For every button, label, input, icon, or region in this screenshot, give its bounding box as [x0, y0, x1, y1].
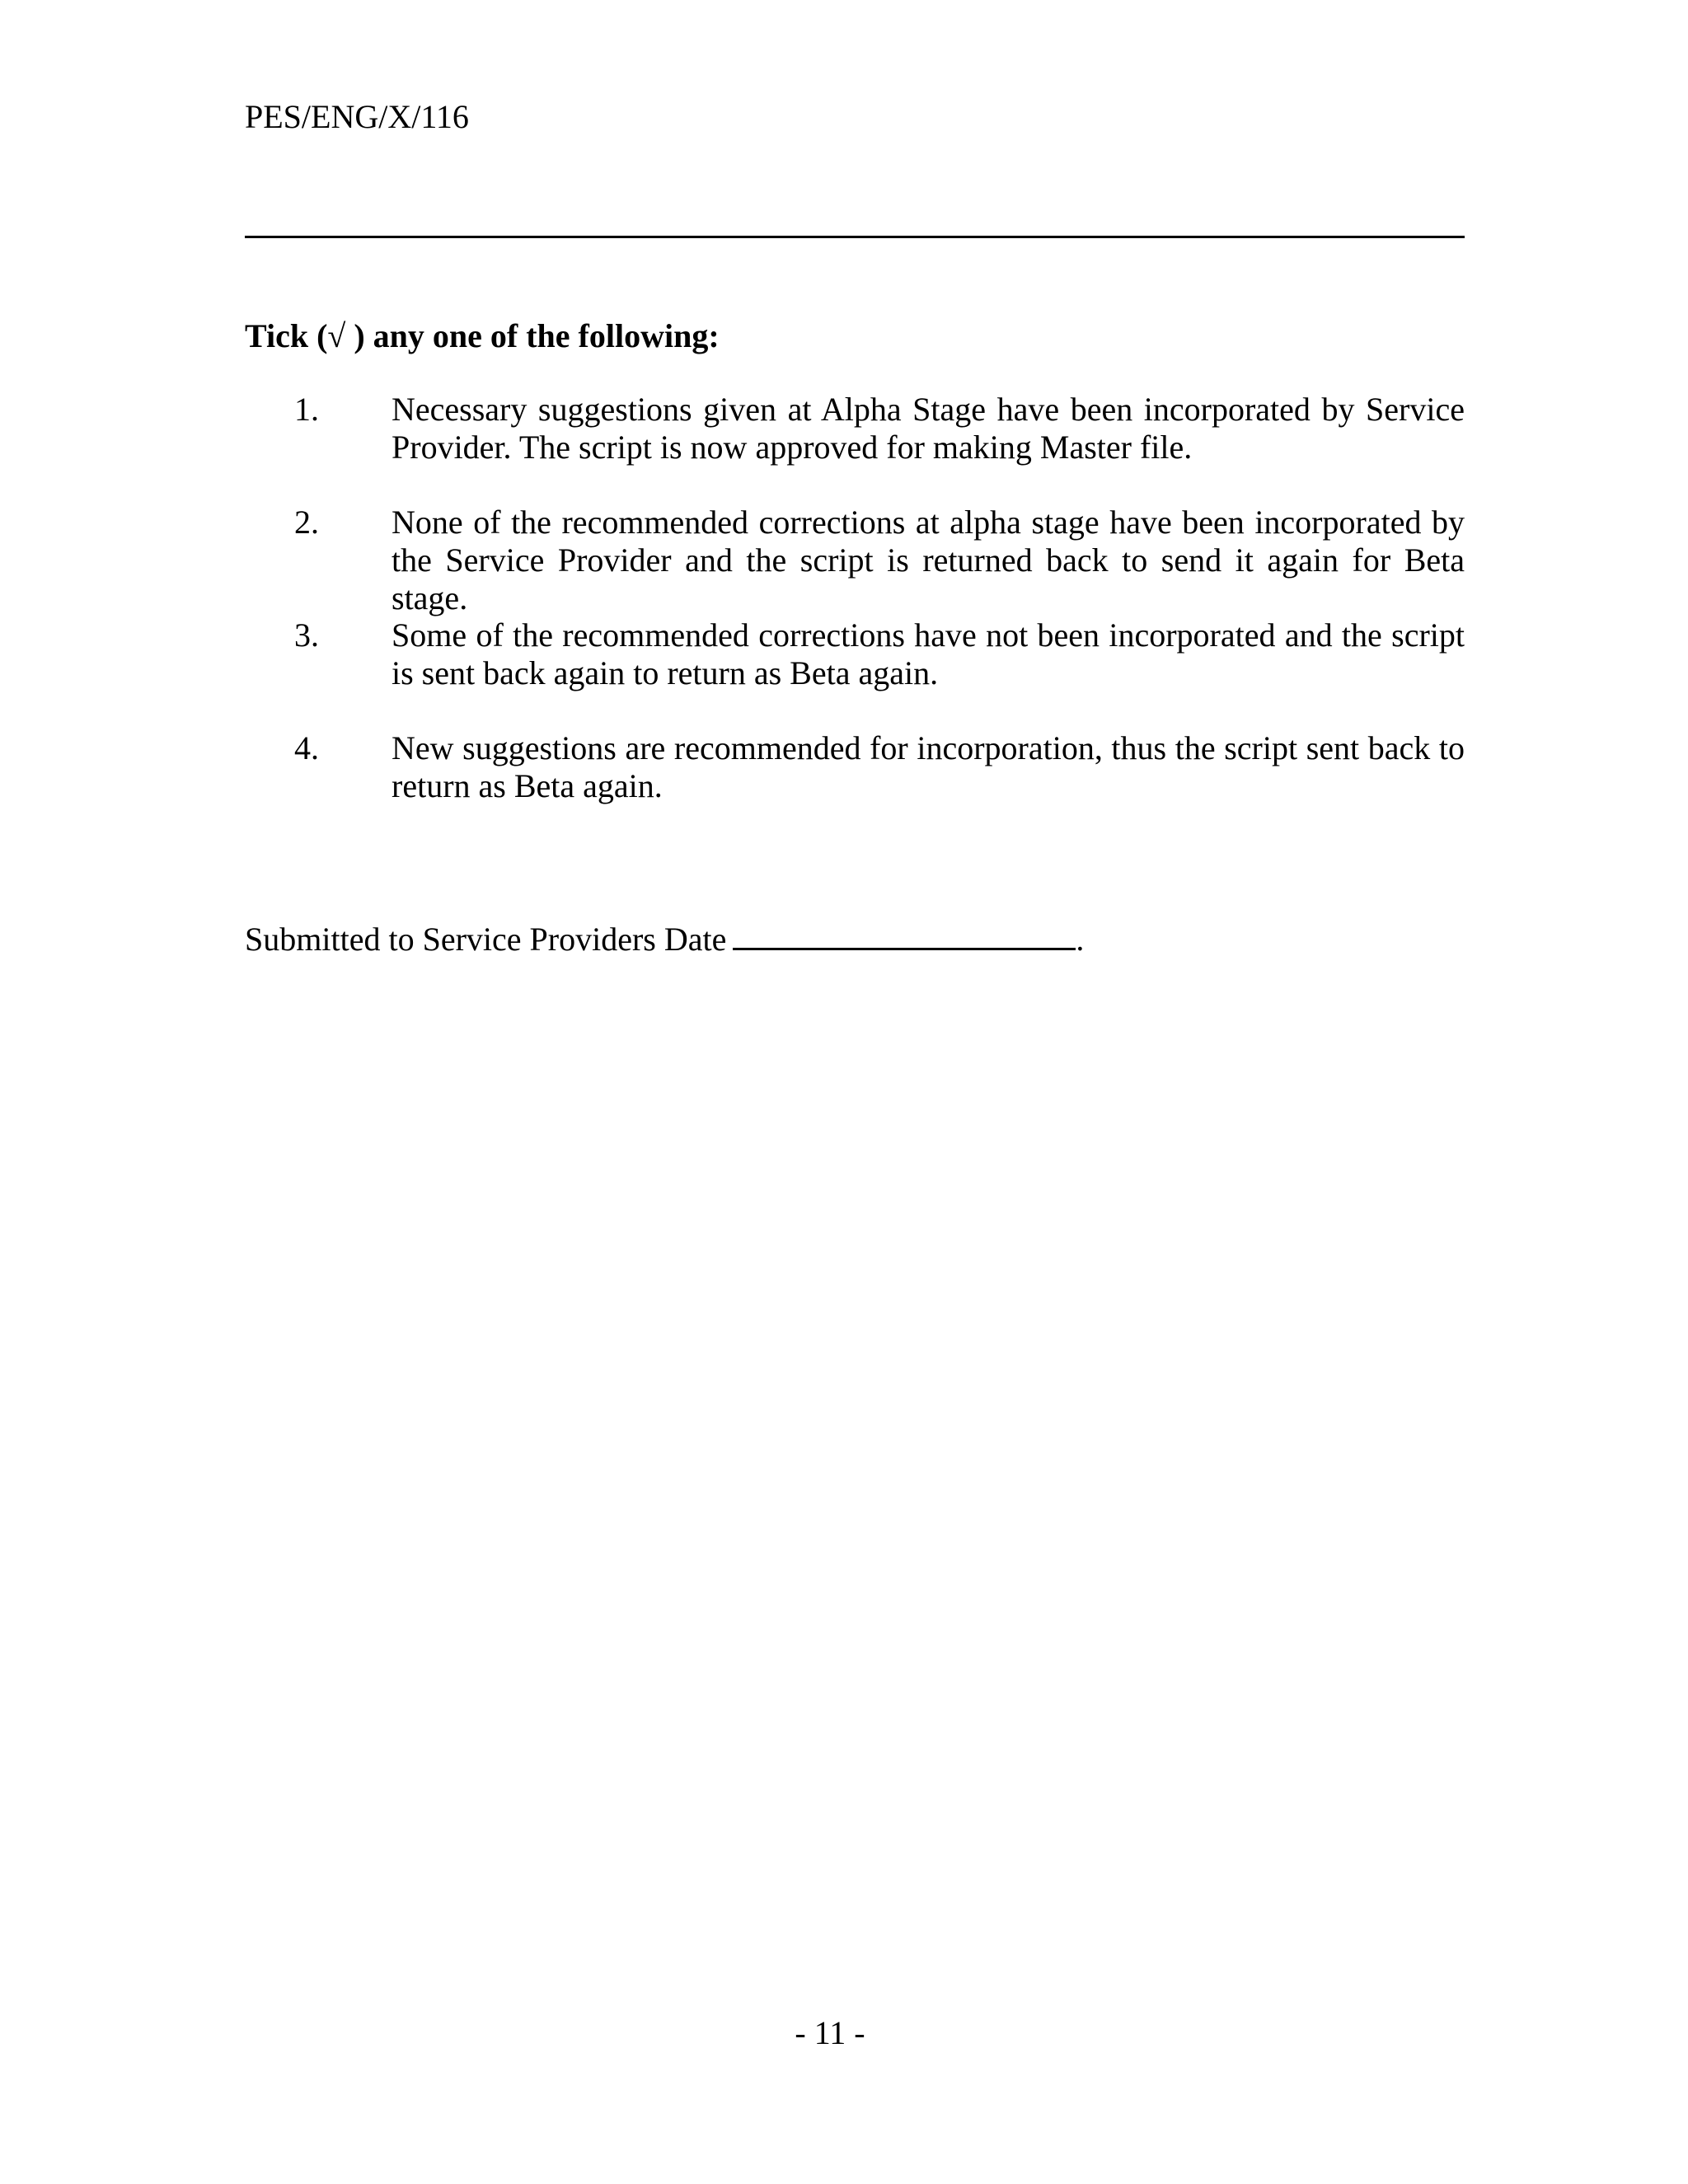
- option-text: Some of the recommended corrections have not been incorporated and the script is sent back again to return as Beta again.: [392, 616, 1465, 691]
- option-number: 3.: [294, 616, 319, 654]
- submission-label: Submitted to Service Providers Date: [245, 921, 727, 958]
- option-item-2: [245, 504, 1465, 616]
- option-text: Necessary suggestions given at Alpha Stage have been incorporated by Service Provider. The script is now approved for making Master file.: [392, 391, 1465, 466]
- page-number: - 11 -: [795, 2014, 865, 2051]
- option-number: 1.: [294, 391, 319, 428]
- option-text: None of the recommended corrections at alpha stage have been incorporated by the Service Provider and the script is returned back to send it again for Beta stage.: [392, 504, 1465, 616]
- submission-line: [245, 915, 1084, 959]
- option-item-1: [245, 391, 1465, 504]
- option-number: 2.: [294, 504, 319, 541]
- submission-suffix: .: [1076, 921, 1085, 958]
- date-blank-field[interactable]: [733, 915, 1076, 950]
- option-item-3: [245, 616, 1465, 729]
- option-number: 4.: [294, 729, 319, 766]
- option-text: New suggestions are recommended for incorporation, thus the script sent back to return as Beta again.: [392, 729, 1465, 804]
- document-code: PES/ENG/X/116: [245, 98, 469, 135]
- tick-instruction: Tick (√ ) any one of the following:: [245, 317, 720, 354]
- options-list: [245, 391, 1465, 842]
- header-divider: [245, 236, 1465, 238]
- option-item-4: [245, 729, 1465, 842]
